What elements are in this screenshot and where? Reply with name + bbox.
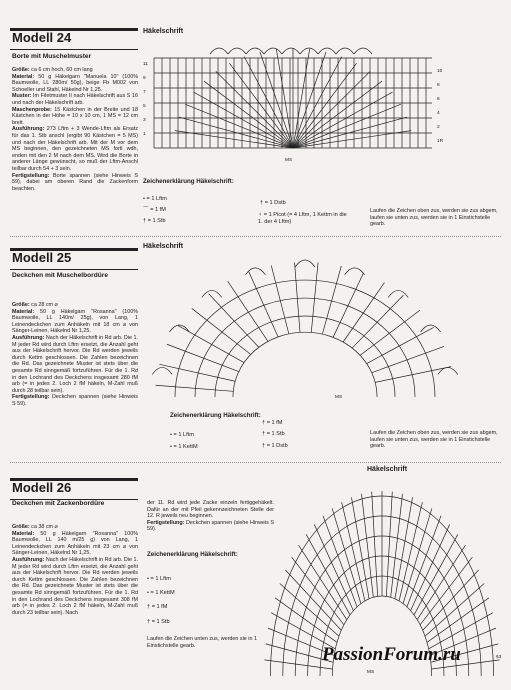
- model-26-ms-label: MS: [367, 670, 375, 675]
- model-25-ms-label: MS: [335, 395, 343, 400]
- model-26-legend-item: • = 1 KettM: [147, 590, 175, 596]
- model-25-diagram-title: Häkelschrift: [143, 243, 184, 250]
- model-25-legend-item: • = 1 KettM: [170, 444, 198, 450]
- model-24-legend-title: Zeichenerklärung Häkelschrift:: [143, 178, 234, 185]
- model-25-instructions: Größe: ca 28 cm ⌀ Material: 50 g Häkelgarn "Rosanna" (100% Baumwolle, LL 140m/ 25g), von Lang, 1 Leinendeckchen zum Anhäkeln mit 18 cm ⌀ von Sänger-Leinen, Häkelnd Nr 1,25. Ausführung: Nach der Häkelschrift in Rd arb. Die 1. M jeder Rd wird durch Lftm ersetzt, die Anzahl geht aus der Häkelschrift hervor. Die Rd werden jeweils durch Kettm geschlossen. Die Zahlen bezeichnen die Rd. Das gezeichnete Muster ist stets über die gesamte Rd sinngemäß fortzuführen. Für die 1. Rd in den Lochrand des Deckchens insgesamt 280 fM arb (= in jedes 2. Loch 2 fM häkeln, M-Zahl muß durch 28 teilbar sein). Fertigstellung: Deckchen spannen (siehe Hinweis S 59).: [12, 302, 138, 407]
- model-25-subtitle: Deckchen mit Muschelbordüre: [12, 272, 108, 279]
- model-25-legend-item: • = 1 Lftm: [170, 432, 194, 438]
- model-24-chart-diagram: [140, 38, 460, 168]
- model-26-legend-note: Laufen die Zeichen unten zus, werden sie in 1 Einstichstelle gearb.: [147, 636, 257, 649]
- model-25-legend-item: † = 1 fM: [262, 420, 283, 426]
- model-24-diagram-title: Häkelschrift: [143, 28, 184, 35]
- model-26-diagram-title: Häkelschrift: [367, 466, 408, 473]
- model-25-title: Modell 25: [12, 250, 72, 265]
- model-24-row-numbers-left: 11 9 7 5 3 1: [143, 62, 148, 137]
- model-25-legend-item: † = 1 Dstb: [262, 443, 288, 449]
- page-number: 63: [496, 655, 502, 660]
- model-24-legend-item: • = 1 Lftm: [143, 196, 167, 202]
- model-24-legend-item: † = 1 Stb: [143, 218, 166, 224]
- model-26-instructions-continued: der 11. Rd wird jede Zacke einzeln fertiggehäkelt. Dafür an der mit Pfeil gekennzeichneten Stelle der 12. R jeweils neu beginnen. Fertigstellung: Deckchen spannen (siehe Hinweis S 59).: [147, 500, 274, 533]
- model-24-legend-note: Laufen die Zeichen oben zus, werden sie zus abgem, laufen sie unten zus, werden sie in 1 Einstichstelle gearb.: [370, 208, 498, 228]
- model-26-legend-item: • = 1 Lftm: [147, 576, 171, 582]
- model-26-subtitle: Deckchen mit Zackenbordüre: [12, 500, 105, 507]
- model-26-legend-item: † = 1 fM: [147, 604, 168, 610]
- model-26-instructions: Größe: ca 38 cm ⌀ Material: 50 g Häkelgarn "Rosanna" 100% Baumwolle, LL 140 m/25 g) von Lang, 1 Leinendeckchen zum Anhäkeln mit 23 cm ⌀ von Sänger-Leinen, Häkelnd Nr 1,25. Ausführung: Nach der Häkelschrift in Rd arb. Die 1. M jeder Rd wird durch Lftm ersetzt, die Anzahl geht aus der Häkelschrift hervor. Die Rd werden jeweils durch Kettm geschlossen. Die Zahlen bezeichnen die Rd. Das gezeichnete Muster ist stets über die gesamte Rd sinngemäß fortzuführen. Für die 1. Rd in den Lochrand des Deckchens insgesamt 308 fM arb (= in jedes 2. Loch 2 fM häkeln, M-Zahl muß durch 23 teilbar sein). Nach: [12, 524, 138, 616]
- model-24-legend-item: ♀ = 1 Picot (= 4 Lftm, 1 Kettm in die 1. der 4 Lftm): [258, 212, 347, 225]
- model-24-row-numbers-right: 10 8 6 4 2 1R: [437, 69, 444, 144]
- model-25-legend-title: Zeichenerklärung Häkelschrift:: [170, 412, 261, 419]
- model-24-legend-item: † = 1 Dstb: [260, 200, 286, 206]
- model-24-title: Modell 24: [12, 30, 72, 45]
- model-24-instructions: Größe: ca 6 cm hoch, 60 cm lang Material: 50 g Häkelgarn "Manuela 10" (100% Baumwolle, LL 280m/ 50g), beige Fb M002 von Schoeller und Stahl, Häkelnd Nr 1,25. Muster: Im Filetmuster II nach Häkelschrift aus S 16 und nach der Häkelschrift arb. Maschenprobe: 15 Kästchen in der Breite und 18 Kästchen in der Höhe = 10 x 10 cm, 1 MS = 12 cm breit. Ausführung: 273 Lftm + 3 Wende-Lftm als Ersatz für das 1. Stb anschl (ergibt 90 Kästchen = 5 MS) und nach der Häkelschrift arb. Mit der M vor dem MS beginnen, den gezeichneten MS fortl wdh, enden mit den 2 M nach dem MS. Wird die Borte in anderer Länge gewünscht, so muß der Lftm-Anschl teilbar durch 54 + 3 sein. Fertigstellung: Borte spannen (siehe Hinweis S 59), dabei am oberen Rand die Zackenform beachten.: [12, 67, 138, 192]
- model-25-chart-diagram: [145, 252, 465, 402]
- section-divider: [10, 236, 501, 237]
- model-26-title: Modell 26: [12, 480, 72, 495]
- model-26-legend-title: Zeichenerklärung Häkelschrift:: [147, 551, 238, 558]
- model-24-subtitle: Borte mit Muschelmuster: [12, 53, 92, 60]
- model-24-ms-label: MS: [285, 158, 293, 163]
- model-25-legend-item: † = 1 Stb: [262, 431, 285, 437]
- model-26-legend-item: † = 1 Stb: [147, 619, 170, 625]
- watermark: PassionForum.ru: [322, 644, 461, 665]
- model-25-legend-note: Laufen die Zeichen oben zus, werden sie zus abgem, laufen sie unten zus, werden sie in 1 Einstichstelle gearb.: [370, 430, 498, 450]
- model-24-legend-item: ⌒ = 1 fM: [143, 207, 166, 213]
- section-divider: [10, 462, 501, 463]
